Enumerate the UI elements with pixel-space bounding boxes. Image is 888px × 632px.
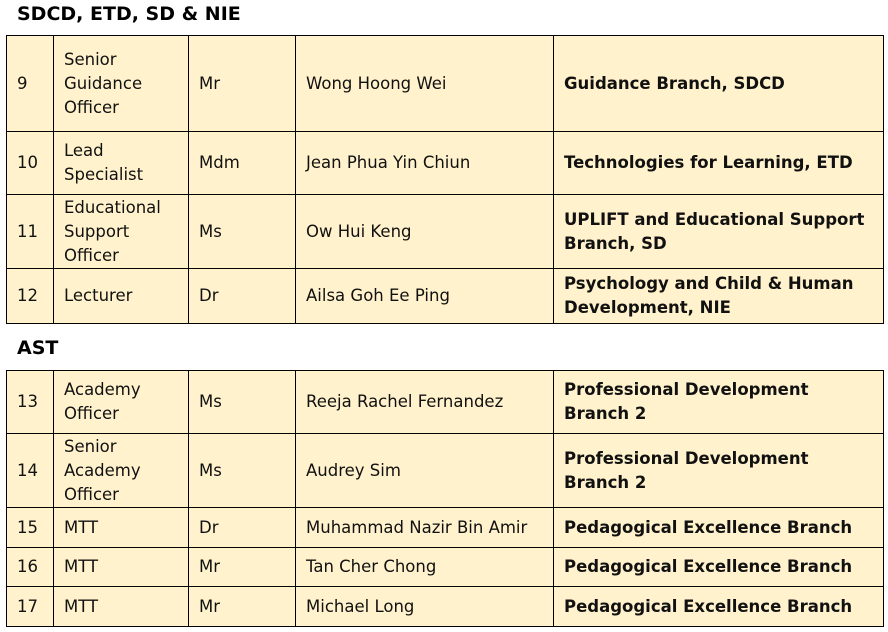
table-row [7,548,884,587]
designation-cell: MTT [54,508,189,548]
table-row [7,508,884,548]
salutation-cell: Ms [189,434,296,508]
salutation-cell: Dr [189,269,296,324]
organisation-cell: Technologies for Learning, ETD [554,132,884,195]
designation-cell: Educational Support Officer [54,195,189,269]
organisation-cell: Pedagogical Excellence Branch [554,587,884,627]
salutation-cell: Mr [189,548,296,587]
table-row [7,434,884,508]
name-cell: Reeja Rachel Fernandez [296,371,554,434]
salutation-cell: Mr [189,36,296,132]
row-number: 11 [7,195,54,269]
salutation-cell: Ms [189,195,296,269]
designation-cell: Senior Academy Officer [54,434,189,508]
name-cell: Muhammad Nazir Bin Amir [296,508,554,548]
organisation-cell: Pedagogical Excellence Branch [554,548,884,587]
row-number: 14 [7,434,54,508]
name-cell: Ailsa Goh Ee Ping [296,269,554,324]
designation-cell: Academy Officer [54,371,189,434]
name-cell: Michael Long [296,587,554,627]
row-number: 16 [7,548,54,587]
table-row [7,36,884,132]
row-number: 12 [7,269,54,324]
organisation-cell: Pedagogical Excellence Branch [554,508,884,548]
table-row [7,269,884,324]
organisation-cell: Professional Development Branch 2 [554,371,884,434]
salutation-cell: Mdm [189,132,296,195]
table-row [7,132,884,195]
name-cell: Jean Phua Yin Chiun [296,132,554,195]
name-cell: Audrey Sim [296,434,554,508]
salutation-cell: Ms [189,371,296,434]
row-number: 10 [7,132,54,195]
name-cell: Ow Hui Keng [296,195,554,269]
section-title-ast: AST [17,337,59,359]
row-number: 17 [7,587,54,627]
staff-table-sdcd [6,35,884,324]
designation-cell: Lead Specialist [54,132,189,195]
name-cell: Tan Cher Chong [296,548,554,587]
designation-cell: MTT [54,548,189,587]
organisation-cell: Psychology and Child & Human Development, NIE [554,269,884,324]
row-number: 15 [7,508,54,548]
organisation-cell: Guidance Branch, SDCD [554,36,884,132]
designation-cell: Senior Guidance Officer [54,36,189,132]
staff-table-ast [6,370,884,627]
salutation-cell: Dr [189,508,296,548]
section-title-sdcd: SDCD, ETD, SD & NIE [17,3,241,25]
designation-cell: Lecturer [54,269,189,324]
organisation-cell: UPLIFT and Educational Support Branch, SD [554,195,884,269]
organisation-cell: Professional Development Branch 2 [554,434,884,508]
row-number: 9 [7,36,54,132]
row-number: 13 [7,371,54,434]
designation-cell: MTT [54,587,189,627]
table-row [7,371,884,434]
name-cell: Wong Hoong Wei [296,36,554,132]
salutation-cell: Mr [189,587,296,627]
table-row [7,587,884,627]
table-row [7,195,884,269]
